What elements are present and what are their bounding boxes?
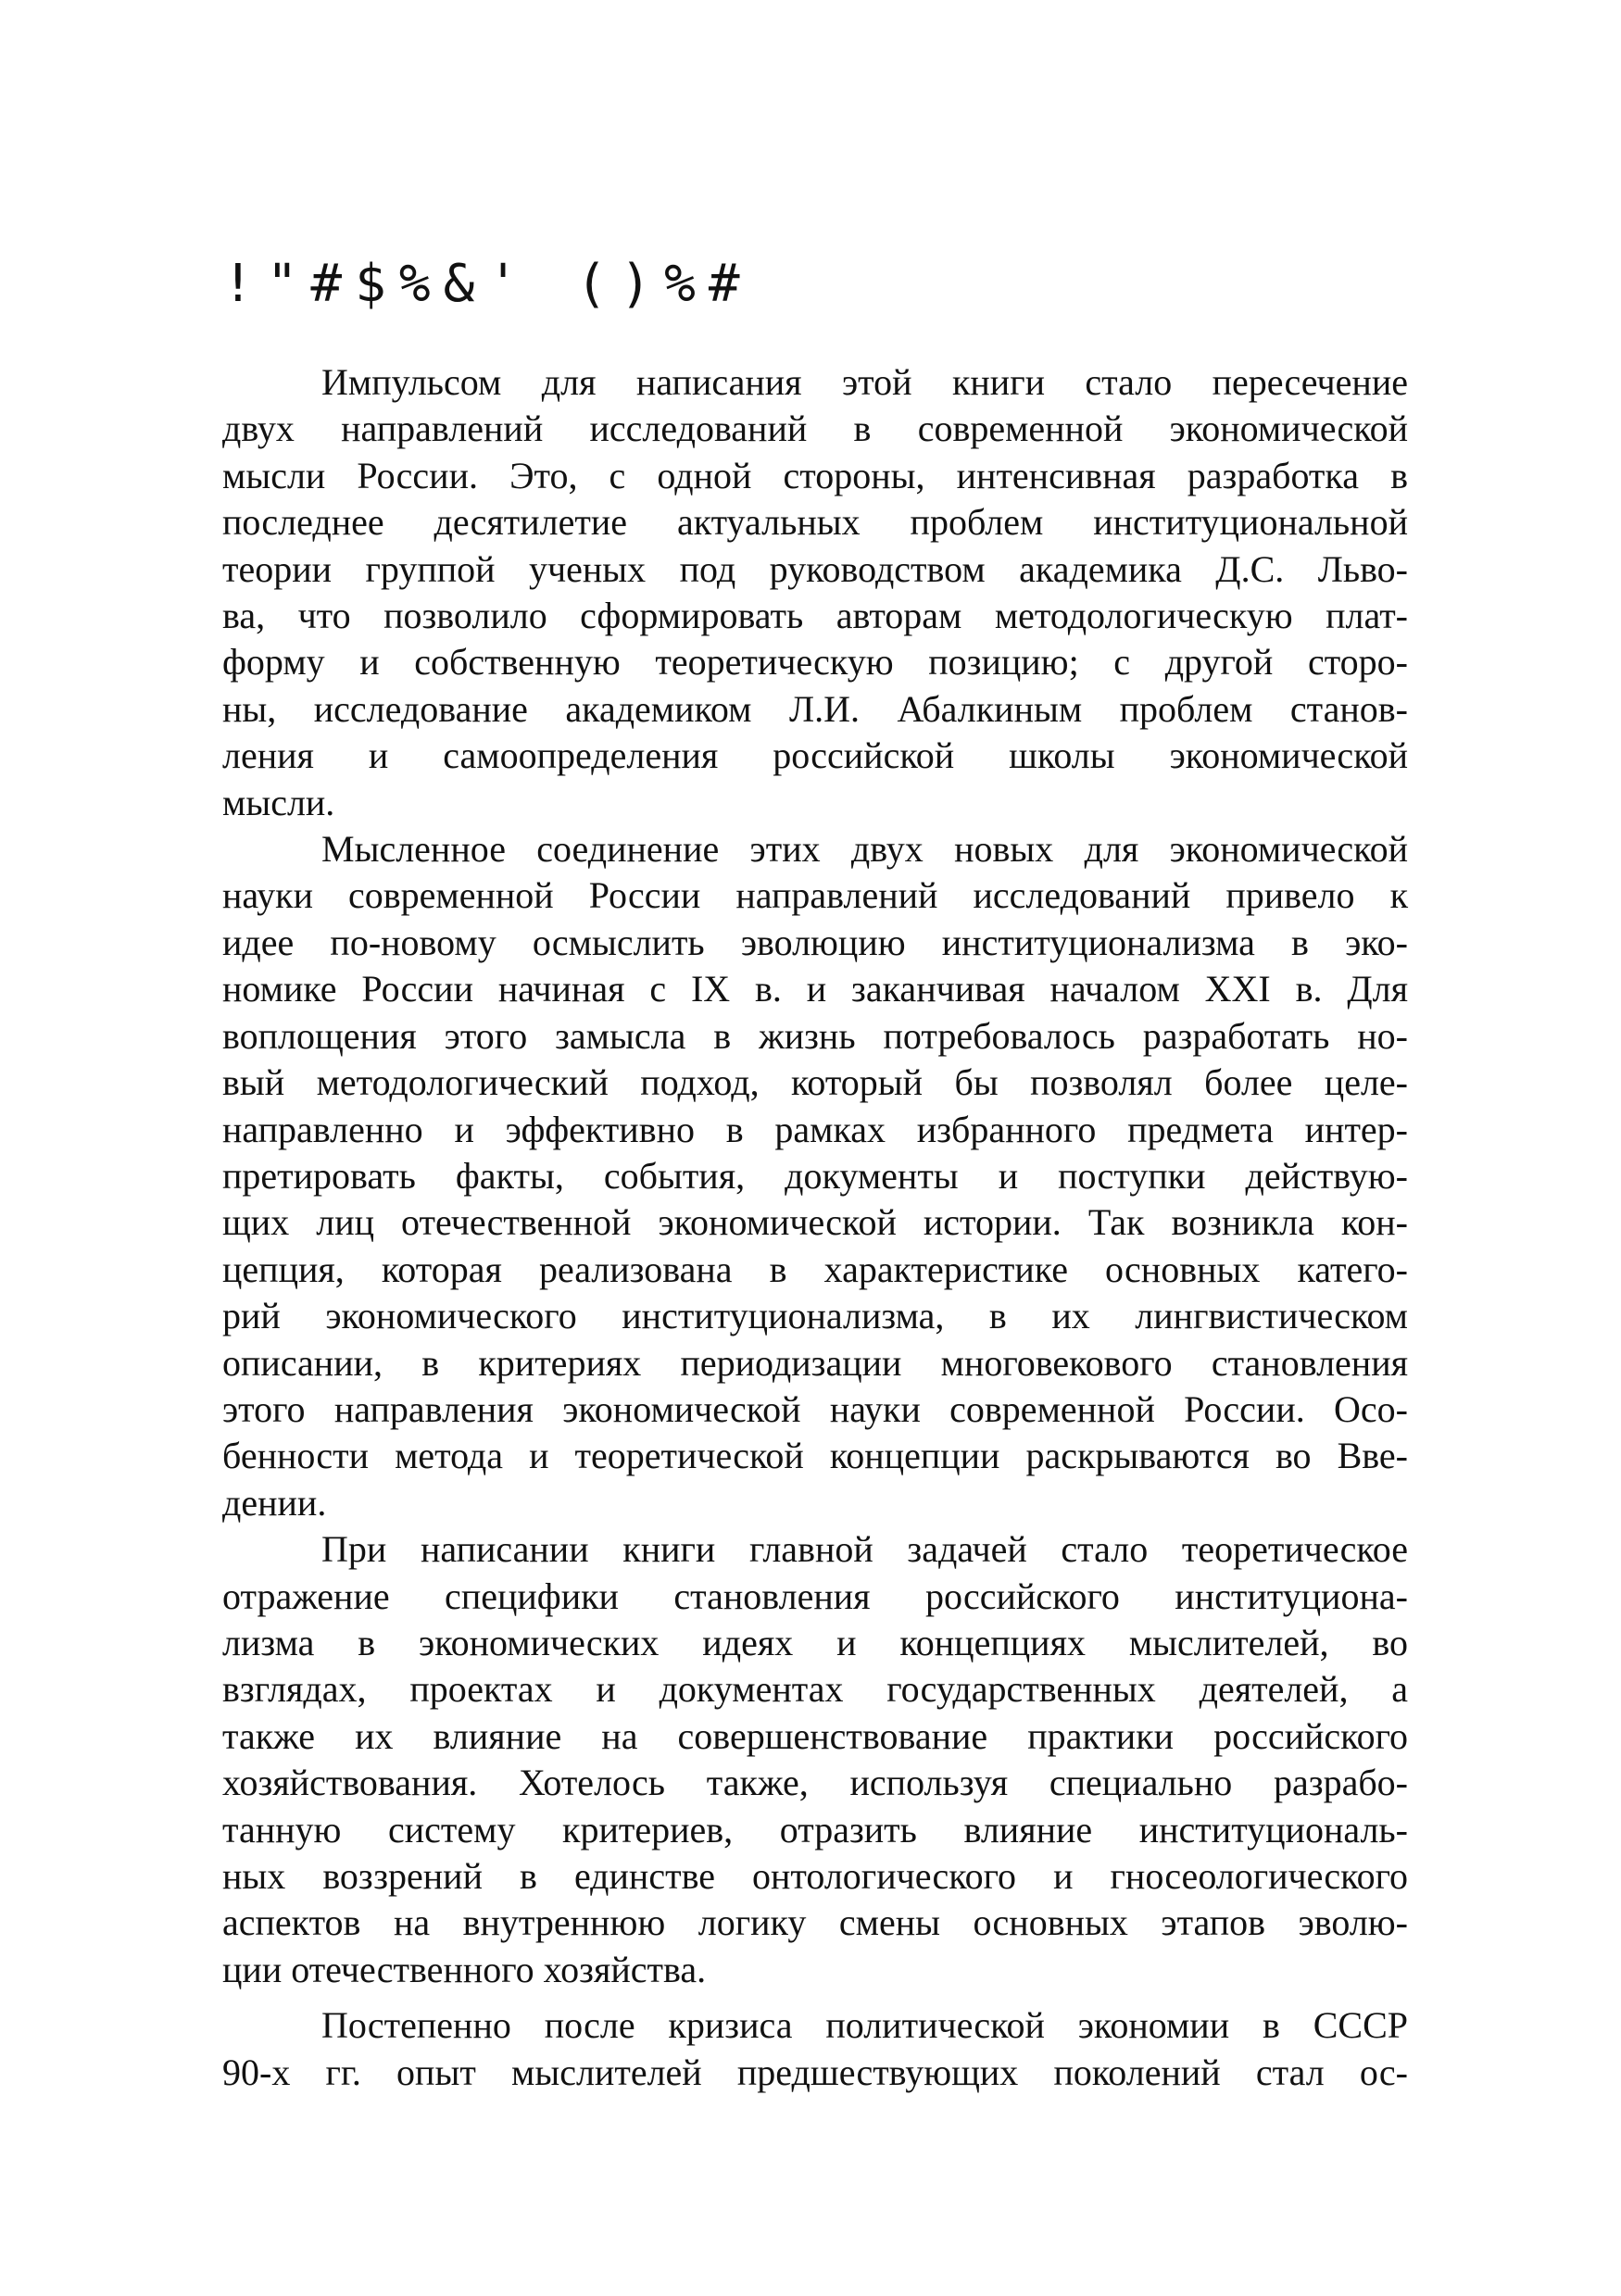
- text-line: форму и собственную теоретическую позицию; с другой сторо-: [222, 641, 1408, 684]
- text-line: отражение специфики становления российского институциона-: [222, 1575, 1408, 1617]
- text-line: последнее десятилетие актуальных проблем институциональной: [222, 501, 1408, 544]
- text-line: цепция, которая реализована в характеристике основных катего-: [222, 1248, 1408, 1290]
- text-line: Постепенно после кризиса политической экономии в СССР: [321, 2004, 1408, 2047]
- text-line: бенности метода и теоретической концепции раскрываются во Вве-: [222, 1435, 1408, 1477]
- text-line: вый методологический подход, который бы позволял более целе-: [222, 1061, 1408, 1104]
- text-line: дении.: [222, 1481, 327, 1524]
- text-line: направленно и эффективно в рамках избранного предмета интер-: [222, 1108, 1408, 1150]
- text-line: ления и самоопределения российской школы экономической: [222, 734, 1408, 777]
- text-line: ных воззрений в единстве онтологического и гносеологического: [222, 1855, 1408, 1897]
- text-line: ции отечественного хозяйства.: [222, 1948, 707, 1990]
- text-line: мысли России. Это, с одной стороны, интенсивная разработка в: [222, 454, 1408, 496]
- text-line: Мысленное соединение этих двух новых для экономической: [321, 828, 1408, 871]
- text-line: ва, что позволило сформировать авторам методологическую плат-: [222, 595, 1408, 637]
- text-line: этого направления экономической науки современной России. Осо-: [222, 1387, 1408, 1430]
- paragraph: [222, 1526, 1408, 1993]
- text-line: рий экономического институционализма, в их лингвистическом: [222, 1295, 1408, 1337]
- text-line: претировать факты, события, документы и поступки действую-: [222, 1154, 1408, 1197]
- text-line: взглядах, проектах и документах государственных деятелей, а: [222, 1668, 1408, 1711]
- text-line: ны, исследование академиком Л.И. Абалкиным проблем станов-: [222, 687, 1408, 730]
- text-line: описании, в критериях периодизации многовекового становления: [222, 1341, 1408, 1384]
- text-line: идее по-новому осмыслить эволюцию институционализма в эко-: [222, 921, 1408, 963]
- text-line: мысли.: [222, 781, 335, 823]
- text-line: хозяйствования. Хотелось также, используя специально разрабо-: [222, 1762, 1408, 1804]
- text-line: танную систему критериев, отразить влияние институциональ-: [222, 1808, 1408, 1851]
- text-line: теории группой ученых под руководством академика Д.С. Льво-: [222, 547, 1408, 590]
- paragraph: [222, 359, 1408, 826]
- text-line: При написании книги главной задачей стало теоретическое: [321, 1528, 1408, 1571]
- chapter-heading: !"#$%&' ()%#: [222, 254, 753, 314]
- text-line: аспектов на внутреннюю логику смены основных этапов эволю-: [222, 1901, 1408, 1944]
- text-line: Импульсом для написания этой книги стало пересечение: [321, 361, 1408, 403]
- paragraph: [222, 826, 1408, 1526]
- text-line: воплощения этого замысла в жизнь потребовалось разработать но-: [222, 1014, 1408, 1057]
- text-line: щих лиц отечественной экономической истории. Так возникла кон-: [222, 1201, 1408, 1244]
- text-line: двух направлений исследований в современной экономической: [222, 408, 1408, 450]
- text-line: лизма в экономических идеях и концепциях мыслителей, во: [222, 1621, 1408, 1663]
- paragraph: [222, 2002, 1408, 2096]
- body-text: [222, 359, 1408, 2096]
- text-line: номике России начиная с IX в. и заканчивая началом XXI в. Для: [222, 968, 1408, 1010]
- text-line: также их влияние на совершенствование практики российского: [222, 1714, 1408, 1757]
- text-line: науки современной России направлений исследований привело к: [222, 874, 1408, 917]
- text-line: 90-х гг. опыт мыслителей предшествующих поколений стал ос-: [222, 2051, 1408, 2093]
